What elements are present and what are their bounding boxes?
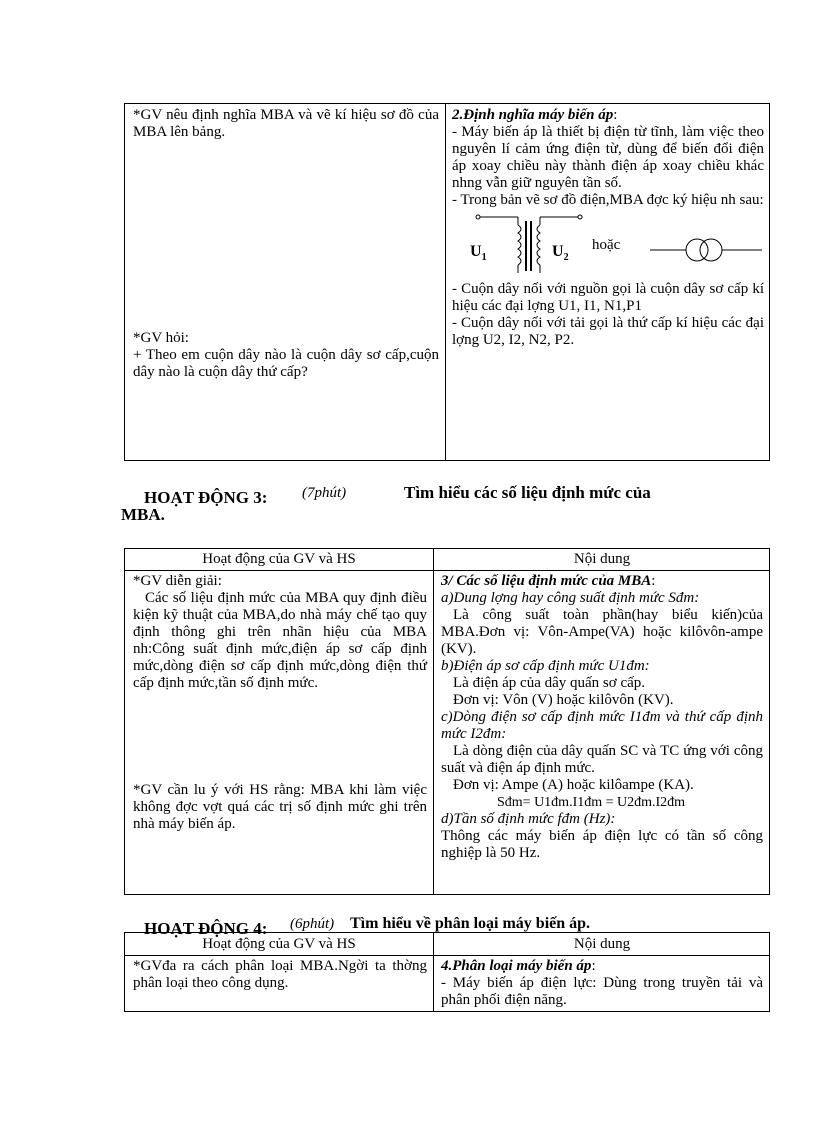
rated-current-title: c)Dòng điện sơ cấp định mức I1đm và thứ cấp định mức I2đm: xyxy=(441,709,763,742)
header-divider xyxy=(125,570,769,571)
teacher-question: + Theo em cuộn dây nào là cuộn dây sơ cấp,cuộn dây nào là cuộn dây thứ cấp? xyxy=(133,347,439,380)
symbol-intro: - Trong bản vẽ sơ đồ điện,MBA đợc ký hiệu nh sau: xyxy=(452,192,764,208)
teacher-intro: *GV nêu định nghĩa MBA và vẽ kí hiệu sơ đồ của MBA lên bảng. xyxy=(133,107,439,140)
rated-frequency-title: d)Tần số định mức fđm (Hz): xyxy=(441,811,616,827)
activity-4-time: (6phút) xyxy=(290,916,335,932)
transformer-coil-symbol xyxy=(470,211,590,277)
activity-3-description: Tìm hiểu các số liệu định mức của xyxy=(404,483,651,502)
definition-heading: 2.Định nghĩa máy biến áp: xyxy=(452,107,618,123)
rated-current-unit: Đơn vị: Ampe (A) hoặc kilôampe (KA). xyxy=(453,777,694,793)
activity-3-title: HOẠT ĐỘNG 3: xyxy=(144,488,268,507)
secondary-coil-text: - Cuộn dây nối với tải gọi là thứ cấp kí hiệu các đại lợng U2, I2, N2, P2. xyxy=(452,315,764,348)
table-header-left: Hoạt động của GV và HS xyxy=(202,936,356,952)
column-divider xyxy=(445,104,446,460)
classification-table xyxy=(124,932,770,1012)
symbol-u2-label: $U_2$ xyxy=(552,243,569,264)
rated-power-title: a)Dung lợng hay công suất định mức Sđm: xyxy=(441,590,700,606)
rated-current-text: Là dòng điện của dây quấn SC và TC ứng với công suất và điện áp định mức. xyxy=(441,743,763,776)
content-column xyxy=(441,573,763,862)
classification-heading: 4.Phân loại máy biến áp: xyxy=(441,958,596,974)
activity-4-title: HOẠT ĐỘNG 4: xyxy=(144,919,268,938)
symbol-u1-label: $U_1$ xyxy=(470,243,487,264)
activity-3-description-cont: MBA. xyxy=(121,505,165,524)
table-header-right: Nội dung xyxy=(573,551,631,567)
rated-values-heading: 3/ Các số liệu định mức của MBA: xyxy=(441,573,656,589)
column-divider xyxy=(433,549,434,894)
definition-table xyxy=(124,103,770,461)
rated-voltage-title: b)Điện áp sơ cấp định mức U1đm: xyxy=(441,658,650,674)
teacher-note: *GV cần lu ý với HS rằng: MBA khi làm việc không đợc vợt quá các trị số định mức ghi trên nhà máy biến áp. xyxy=(133,782,427,832)
teacher-column xyxy=(133,573,427,833)
teacher-classification: *GVđa ra cách phân loại MBA.Ngời ta thờng phân loại theo công dụng. xyxy=(133,958,427,991)
activity-3-time: (7phút) xyxy=(302,485,347,501)
two-circle-transformer-icon xyxy=(650,235,762,265)
primary-coil-text: - Cuộn dây nối với nguồn gọi là cuộn dây sơ cấp kí hiệu các đại lợng U1, I1, N1,P1 xyxy=(452,281,764,314)
rated-voltage-text: Là điện áp của dây quấn sơ cấp. xyxy=(453,675,646,691)
definition-text: - Máy biến áp là thiết bị điện từ tĩnh, làm việc theo nguyên lí cảm ứng điện từ, dùng để biến đổi điện áp xoay chiều này thành điện áp xoay chiều khác nhng vẫn giữ nguyên tần số. xyxy=(452,124,764,191)
rated-voltage-unit: Đơn vị: Vôn (V) hoặc kilôvôn (KV). xyxy=(453,692,674,708)
content-column xyxy=(441,958,763,1009)
rated-values-table xyxy=(124,548,770,895)
teacher-column xyxy=(133,958,427,992)
content-column xyxy=(452,107,764,349)
rated-formula: Sđm= U1đm.I1đm = U2đm.I2đm xyxy=(497,795,686,810)
transformer-symbols xyxy=(452,209,764,281)
header-divider xyxy=(125,955,769,956)
rated-power-text: Là công suất toàn phần(hay biểu kiến)của MBA.Đơn vị: Vôn-Ampe(VA) hoặc kilôvôn-ampe (KV). xyxy=(441,607,763,657)
teacher-question-label: *GV hỏi: xyxy=(133,330,189,346)
table-header-left: Hoạt động của GV và HS xyxy=(202,551,356,567)
teacher-explanation: Các số liệu định mức của MBA quy định điều kiện kỹ thuật của MBA,do nhà máy chế tạo quy định thông ghi trên nhãn hiệu của MBA nh:Công suất định mức,điện áp sơ cấp định mức,dòng điện sơ cấp định mức,dòng điện thứ cấp định mức,tần số định mức. xyxy=(133,590,427,691)
rated-frequency-text: Thông các máy biến áp điện lực có tần số công nghiệp là 50 Hz. xyxy=(441,828,763,861)
teacher-column xyxy=(133,107,439,381)
activity-4-description: Tìm hiểu về phân loại máy biến áp. xyxy=(350,915,591,932)
teacher-label: *GV diễn giải: xyxy=(133,573,222,589)
table-header-right: Nội dung xyxy=(573,936,631,952)
symbol-or-label: hoặc xyxy=(592,237,621,253)
power-transformer-text: - Máy biến áp điện lực: Dùng trong truyền tải và phân phối điện năng. xyxy=(441,975,763,1008)
